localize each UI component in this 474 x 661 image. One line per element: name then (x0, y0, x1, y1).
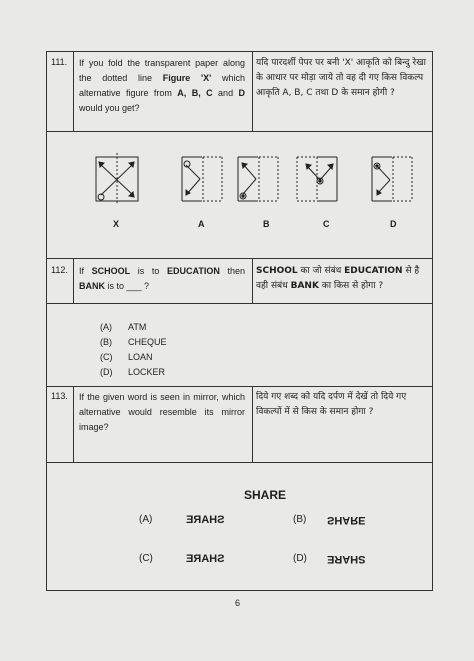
question-number: 113. (51, 391, 68, 401)
question-text-hindi: यदि पारदर्शी पेपर पर बनी 'X' आकृति को बिन्दु रेखा के आधार पर मोड़ा जाये तो वह दी गए किस विकल्प आकृति A, B, C तथा D के समान होगी ? (256, 58, 426, 98)
option-d-mirror-text[interactable]: SHARE (327, 553, 366, 565)
answer-options (100, 320, 167, 380)
option-letter: (A) (139, 514, 153, 525)
text: का जो संबंध (297, 266, 345, 276)
column-divider (252, 386, 253, 462)
column-divider (252, 258, 253, 303)
column-divider (73, 52, 74, 131)
text: If (79, 266, 92, 276)
given-word: SHARE (244, 488, 287, 502)
bold-text: EDUCATION (344, 266, 403, 276)
text: and (212, 88, 239, 98)
page-number: 6 (235, 598, 241, 608)
figure-label-d: D (390, 219, 397, 229)
bold-text: D (238, 88, 245, 98)
column-divider (252, 52, 253, 131)
question-text-english: If the given word is seen in mirror, which alternative would resemble its mirror image? (79, 392, 245, 432)
figure-label-c: C (323, 219, 330, 229)
bold-text: Figure 'X' (162, 73, 212, 83)
text: which alternative figure from (79, 73, 245, 98)
bold-text: BANK (79, 281, 105, 291)
question-number: 111. (51, 57, 68, 67)
bold-text: EDUCATION (167, 266, 220, 276)
text: is to (130, 266, 167, 276)
text: का किस से होगा ? (318, 281, 384, 291)
row-divider (47, 131, 432, 132)
bold-text: BANK (290, 281, 319, 291)
figure-label-b: B (263, 219, 270, 229)
row-divider (47, 386, 432, 387)
option-d[interactable]: (D) LOCKER (100, 367, 166, 377)
question-text-english (79, 56, 245, 116)
option-a-mirror-text[interactable]: SHARE (186, 514, 225, 526)
option-letter: (C) (139, 553, 153, 564)
figure-label-x: X (113, 219, 120, 229)
option-letter: (D) (293, 553, 307, 564)
option-b-mirror-text[interactable]: SHARE (327, 514, 366, 526)
option-c[interactable]: (C) LOAN (100, 352, 153, 362)
row-divider (47, 258, 432, 259)
column-divider (73, 386, 74, 462)
text: If you fold the transparent paper along the dotted line (79, 58, 245, 83)
text: then (219, 266, 245, 276)
bold-text: SCHOOL (91, 266, 131, 276)
bold-text: A, B, C (177, 88, 213, 98)
question-text-english (79, 264, 245, 294)
text: would you get? (79, 103, 140, 113)
bold-text: SCHOOL (256, 266, 298, 276)
option-b[interactable]: (B) CHEQUE (100, 337, 167, 347)
question-text-hindi (256, 264, 428, 294)
row-divider (47, 462, 432, 463)
figure-label-a: A (198, 219, 205, 229)
option-letter: (B) (293, 514, 307, 525)
option-a[interactable]: (A) ATM (100, 322, 147, 332)
column-divider (73, 258, 74, 303)
row-divider (47, 303, 432, 304)
text: से है वही संबंध (256, 266, 420, 291)
text: is to ___ ? (105, 281, 150, 291)
question-text-hindi: दिये गए शब्द को यदि दर्पण में देखें तो दिये गए विकल्पों में से किस के समान होगा ? (256, 392, 407, 417)
question-number: 112. (51, 265, 68, 275)
option-c-mirror-text[interactable]: SHARE (186, 553, 225, 565)
